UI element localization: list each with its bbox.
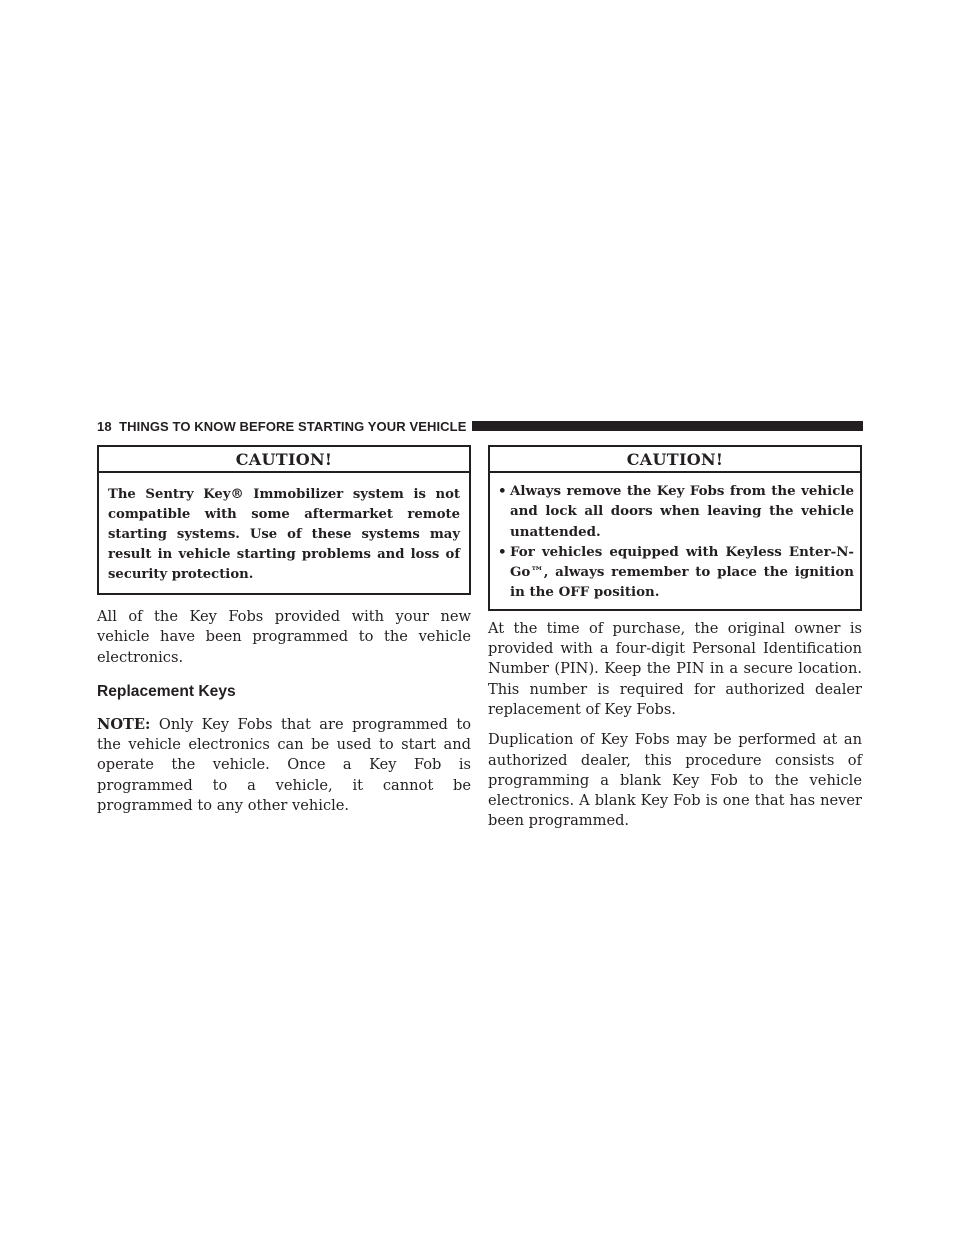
caution-box-immobilizer (97, 445, 471, 595)
section-heading-replacement-keys: Replacement Keys (97, 682, 236, 700)
key-fob-paragraph: All of the Key Fobs provided with your new vehicle have been programmed to the vehicle electronics. (97, 608, 471, 666)
header-rule (472, 421, 863, 431)
duplication-paragraph: Duplication of Key Fobs may be performed at an authorized dealer, this procedure consists of programming a blank Key Fob to the vehicle electronics. A blank Key Fob is one that has never been programmed. (488, 731, 862, 830)
caution-text: The Sentry Key® Immobilizer system is not compatible with some aftermarket remote starting systems. Use of these systems may result in vehicle starting problems and loss of security protection. (108, 487, 460, 582)
bullet-icon: • (498, 543, 507, 560)
section-title: THINGS TO KNOW BEFORE STARTING YOUR VEHICLE (119, 418, 467, 434)
caution-item-text: Always remove the Key Fobs from the vehicle and lock all doors when leaving the vehicle unattended. (510, 483, 854, 540)
note-text: Only Key Fobs that are programmed to the vehicle electronics can be used to start and operate the vehicle. Once a Key Fob is programmed to a vehicle, it cannot be programmed to any other vehicle. (97, 715, 471, 815)
bullet-icon: • (498, 483, 507, 499)
caution-box-key-fobs (488, 445, 862, 611)
caution-list-item (498, 481, 854, 542)
note-label: NOTE: (97, 715, 151, 733)
page-header (97, 417, 863, 435)
left-column (97, 445, 471, 816)
page-header-text (97, 419, 466, 434)
pin-paragraph: At the time of purchase, the original owner is provided with a four-digit Personal Identification Number (PIN). Keep the PIN in a secure location. This number is required for authorized dealer replacement of Key Fobs. (488, 619, 862, 718)
note-paragraph (97, 715, 471, 816)
right-column (488, 445, 862, 832)
caution-item-text: For vehicles equipped with Keyless Enter-N-Go™, always remember to place the ignition in the OFF position. (510, 543, 854, 601)
caution-list-item (498, 542, 854, 603)
caution-list (490, 473, 860, 609)
caution-title: CAUTION! (99, 447, 469, 473)
caution-title: CAUTION! (490, 447, 860, 473)
page-number: 18 (97, 418, 112, 434)
